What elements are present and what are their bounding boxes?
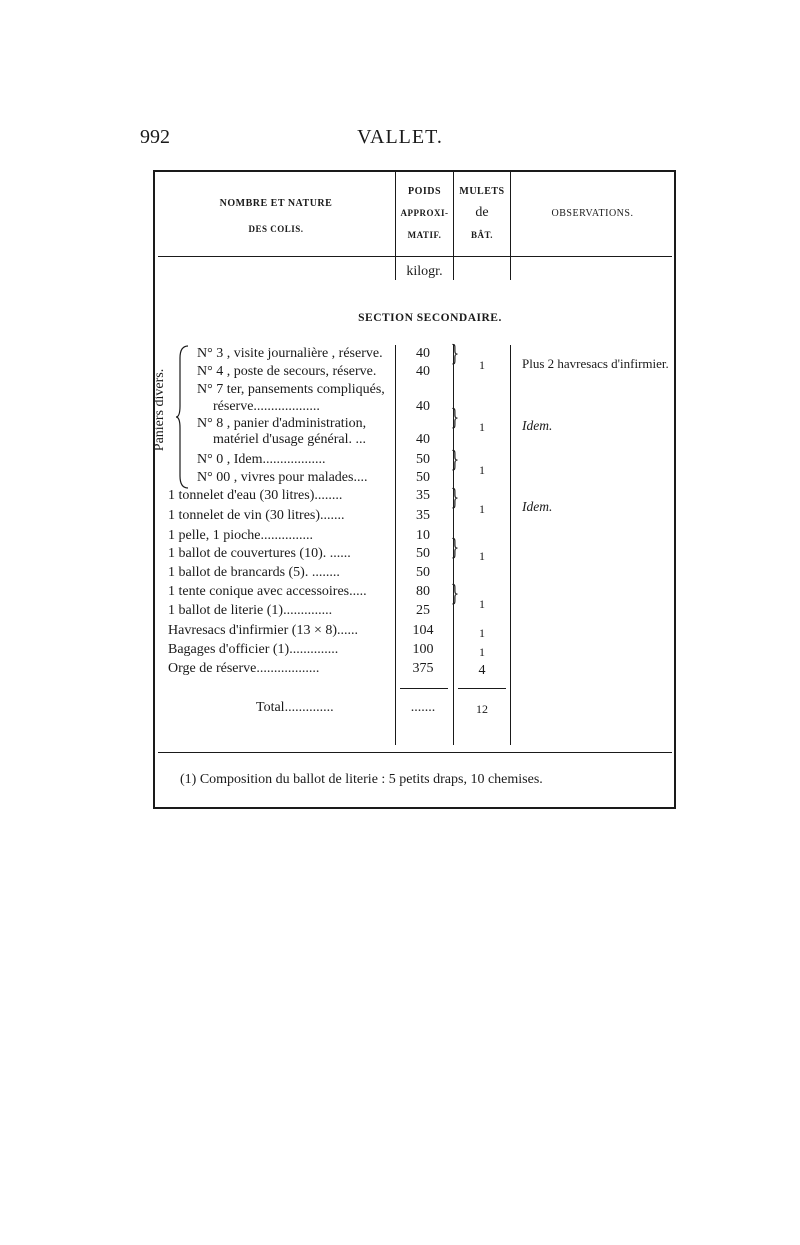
- row-label-11: 1 pelle, 1 pioche...............: [168, 528, 314, 543]
- mules-value-6: 1: [479, 597, 485, 611]
- row-weight-10: 35: [416, 508, 430, 523]
- row-label-6: matériel d'usage général. ...: [213, 432, 366, 447]
- row-label-9: 1 tonnelet d'eau (30 litres)........: [168, 488, 343, 503]
- row-label-2: N° 4 , poste de secours, réserve.: [197, 364, 377, 379]
- group-brace: [176, 344, 190, 490]
- observations-column-rule: [510, 345, 511, 745]
- header-poids-line1: POIDS: [407, 186, 442, 197]
- observation-1: Plus 2 havresacs d'infirmier.: [522, 356, 669, 371]
- mules-value-7: 1: [479, 626, 485, 640]
- brace-mules-1: }: [450, 342, 460, 367]
- header-mulets-line2: de: [475, 205, 489, 220]
- row-weight-2: 40: [416, 364, 430, 379]
- page-number: 992: [140, 126, 170, 148]
- brace-mules-6: }: [450, 582, 460, 607]
- row-weight-4: 40: [416, 399, 430, 414]
- mules-value-3: 1: [479, 463, 485, 477]
- row-label-7: N° 0 , Idem..................: [197, 452, 326, 467]
- row-weight-7: 50: [416, 452, 430, 467]
- row-label-4: réserve...................: [213, 399, 320, 414]
- row-label-12: 1 ballot de couvertures (10). ......: [168, 546, 351, 561]
- brace-mules-2: }: [450, 406, 460, 431]
- total-label: Total..............: [256, 700, 334, 715]
- mules-value-9: 4: [478, 663, 486, 678]
- row-weight-14: 80: [416, 584, 430, 599]
- footnote: (1) Composition du ballot de literie : 5 petits draps, 10 chemises.: [180, 772, 543, 787]
- weight-unit: kilogr.: [406, 264, 443, 279]
- row-weight-18: 375: [412, 661, 434, 676]
- row-weight-16: 104: [412, 623, 434, 638]
- row-weight-15: 25: [416, 603, 430, 618]
- row-weight-6: 40: [416, 432, 430, 447]
- header-poids-line2: APPROXI-: [400, 208, 449, 218]
- header-poids-line3: MATIF.: [407, 230, 442, 240]
- row-label-14: 1 tente conique avec accessoires.....: [168, 584, 367, 599]
- row-weight-8: 50: [416, 470, 430, 485]
- row-weight-12: 50: [416, 546, 430, 561]
- brace-mules-5: }: [450, 536, 460, 561]
- mules-value-1: 1: [479, 358, 485, 372]
- row-label-8: N° 00 , vivres pour malades....: [197, 470, 368, 485]
- total-weight: .......: [410, 700, 436, 715]
- header-nature-line1: NOMBRE ET NATURE: [219, 198, 333, 209]
- brace-mules-4: }: [450, 486, 460, 511]
- row-label-18: Orge de réserve..................: [168, 661, 320, 676]
- row-label-16: Havresacs d'infirmier (13 × 8)......: [168, 623, 359, 638]
- observation-2: Idem.: [522, 418, 553, 433]
- header-mulets-line1: MULETS: [459, 186, 505, 197]
- mules-value-4: 1: [479, 502, 485, 516]
- footnote-rule: [158, 752, 672, 753]
- brace-mules-3: }: [450, 448, 460, 473]
- row-weight-17: 100: [412, 642, 434, 657]
- row-label-17: Bagages d'officier (1)..............: [168, 642, 339, 657]
- running-head: VALLET.: [357, 126, 443, 148]
- header-nature-line2: DES COLIS.: [248, 224, 304, 234]
- mules-value-2: 1: [479, 420, 485, 434]
- row-label-3: N° 7 ter, pansements compliqués,: [197, 382, 385, 397]
- row-weight-11: 10: [416, 528, 430, 543]
- total-mules: 12: [476, 702, 488, 716]
- observations-column-rule-top: [510, 172, 511, 280]
- header-rule: [158, 256, 672, 257]
- header-mulets-line3: BÂT.: [470, 230, 494, 240]
- row-weight-13: 50: [416, 565, 430, 580]
- mules-value-5: 1: [479, 549, 485, 563]
- row-weight-9: 35: [416, 488, 430, 503]
- header-observations: OBSERVATIONS.: [551, 208, 634, 219]
- row-label-13: 1 ballot de brancards (5). ........: [168, 565, 340, 580]
- row-weight-1: 40: [416, 346, 430, 361]
- row-label-10: 1 tonnelet de vin (30 litres).......: [168, 508, 345, 523]
- section-title: SECTION SECONDAIRE.: [358, 312, 502, 324]
- row-label-5: N° 8 , panier d'administration,: [197, 416, 367, 431]
- total-rule-mulets: [458, 688, 506, 689]
- observation-3: Idem.: [522, 499, 553, 514]
- total-rule-poids: [400, 688, 448, 689]
- mules-value-8: 1: [479, 645, 485, 659]
- row-label-15: 1 ballot de literie (1)..............: [168, 603, 333, 618]
- row-label-1: N° 3 , visite journalière , réserve.: [197, 346, 383, 361]
